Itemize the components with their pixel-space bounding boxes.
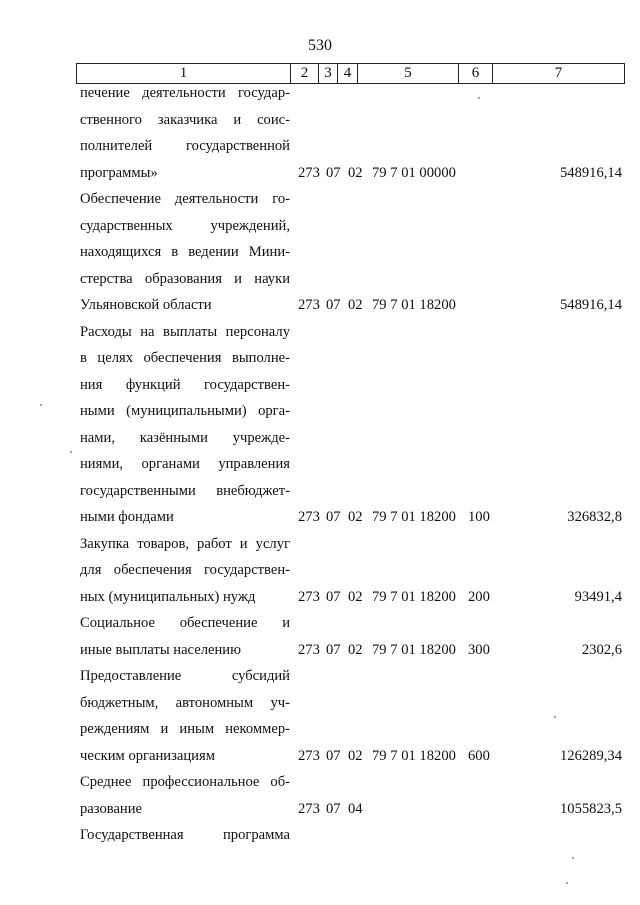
code-col4: 02 <box>348 747 363 764</box>
description-line: Предоставление субсидий <box>80 668 290 684</box>
code-col5: 79 7 01 18200 <box>372 747 456 764</box>
code-col4: 02 <box>348 297 363 313</box>
code-col5: 79 7 01 00000 <box>372 164 456 181</box>
code-col6: 600 <box>468 747 490 764</box>
description-line: Среднее профессиональное об- <box>80 774 290 790</box>
code-col3: 07 <box>326 800 341 817</box>
description-line: Государственная программа <box>80 827 290 843</box>
description-line: Обеспечение деятельности го- <box>80 191 290 207</box>
code-col6: 100 <box>468 509 490 525</box>
row-description <box>80 319 290 531</box>
code-col3: 07 <box>326 297 341 313</box>
scan-speck <box>478 97 480 99</box>
row-description <box>80 769 290 822</box>
column-header-5: 5 <box>358 64 459 83</box>
scan-speck <box>566 882 568 884</box>
code-col4: 02 <box>348 509 363 525</box>
column-header-3: 3 <box>319 64 338 83</box>
description-line: в целях обеспечения выполне- <box>80 350 290 366</box>
row-amount: 93491,4 <box>574 588 622 605</box>
description-line: сударственных учреждений, <box>80 217 290 234</box>
description-line: ными фондами <box>80 509 174 525</box>
code-col3: 07 <box>326 164 341 181</box>
code-col5: 79 7 01 18200 <box>372 297 456 313</box>
code-col4: 02 <box>348 588 363 605</box>
row-description <box>80 80 290 186</box>
description-line: иные выплаты населению <box>80 641 241 658</box>
code-col2: 273 <box>298 800 320 817</box>
description-line: ния функций государствен- <box>80 376 290 393</box>
code-col5: 79 7 01 18200 <box>372 641 456 658</box>
row-amount: 548916,14 <box>559 297 622 313</box>
description-line: государственными внебюджет- <box>80 482 290 499</box>
scan-speck <box>70 451 72 453</box>
description-line: ниями, органами управления <box>80 456 290 472</box>
row-amount: 326832,8 <box>567 509 622 525</box>
code-col5: 79 7 01 18200 <box>372 509 456 525</box>
description-line: Закупка товаров, работ и услуг <box>80 535 290 552</box>
column-header-1: 1 <box>77 64 291 83</box>
column-header-4: 4 <box>338 64 358 83</box>
description-line: бюджетным, автономным уч- <box>80 694 290 711</box>
description-line: ческим организациям <box>80 747 215 764</box>
row-description <box>80 610 290 663</box>
code-col2: 273 <box>298 164 320 181</box>
code-col3: 07 <box>326 509 341 525</box>
description-line: для обеспечения государствен- <box>80 562 290 578</box>
column-header-2: 2 <box>291 64 319 83</box>
description-line: разование <box>80 800 143 817</box>
column-header-6: 6 <box>459 64 493 83</box>
scan-speck <box>572 857 574 859</box>
description-line: ными (муниципальными) орга- <box>80 403 290 419</box>
row-amount: 1055823,5 <box>559 800 622 817</box>
scan-speck <box>40 404 42 406</box>
code-col2: 273 <box>298 641 320 658</box>
description-line: ственного заказчика и соис- <box>80 111 290 128</box>
description-line: ных (муниципальных) нужд <box>80 588 256 605</box>
row-description <box>80 531 290 611</box>
code-col2: 273 <box>298 297 320 313</box>
row-description <box>80 186 290 319</box>
code-col2: 273 <box>298 588 320 605</box>
row-description <box>80 822 290 849</box>
code-col4: 04 <box>348 800 363 817</box>
description-line: реждениям и иным некоммер- <box>80 721 290 737</box>
code-col4: 02 <box>348 641 363 658</box>
code-col2: 273 <box>298 747 320 764</box>
description-line: печение деятельности государ- <box>80 85 290 101</box>
code-col5: 79 7 01 18200 <box>372 588 456 605</box>
code-col3: 07 <box>326 588 341 605</box>
row-description <box>80 663 290 769</box>
code-col6: 200 <box>468 588 490 605</box>
description-line: Ульяновской области <box>80 297 212 313</box>
page-number: 530 <box>308 37 332 54</box>
description-line: программы» <box>80 164 158 181</box>
description-line: Социальное обеспечение и <box>80 615 290 631</box>
scan-speck <box>554 716 556 718</box>
code-col3: 07 <box>326 747 341 764</box>
row-amount: 548916,14 <box>559 164 622 181</box>
row-amount: 2302,6 <box>581 641 622 658</box>
description-line: находящихся в ведении Мини- <box>80 244 290 260</box>
code-col2: 273 <box>298 509 320 525</box>
description-line: стерства образования и науки <box>80 270 290 287</box>
code-col4: 02 <box>348 164 363 181</box>
column-header-7: 7 <box>554 65 563 81</box>
description-line: Расходы на выплаты персоналу <box>80 323 290 340</box>
code-col3: 07 <box>326 641 341 658</box>
row-amount: 126289,34 <box>559 747 622 764</box>
description-line: полнителей государственной <box>80 138 290 154</box>
code-col6: 300 <box>468 641 490 658</box>
description-line: нами, казёнными учрежде- <box>80 429 290 446</box>
